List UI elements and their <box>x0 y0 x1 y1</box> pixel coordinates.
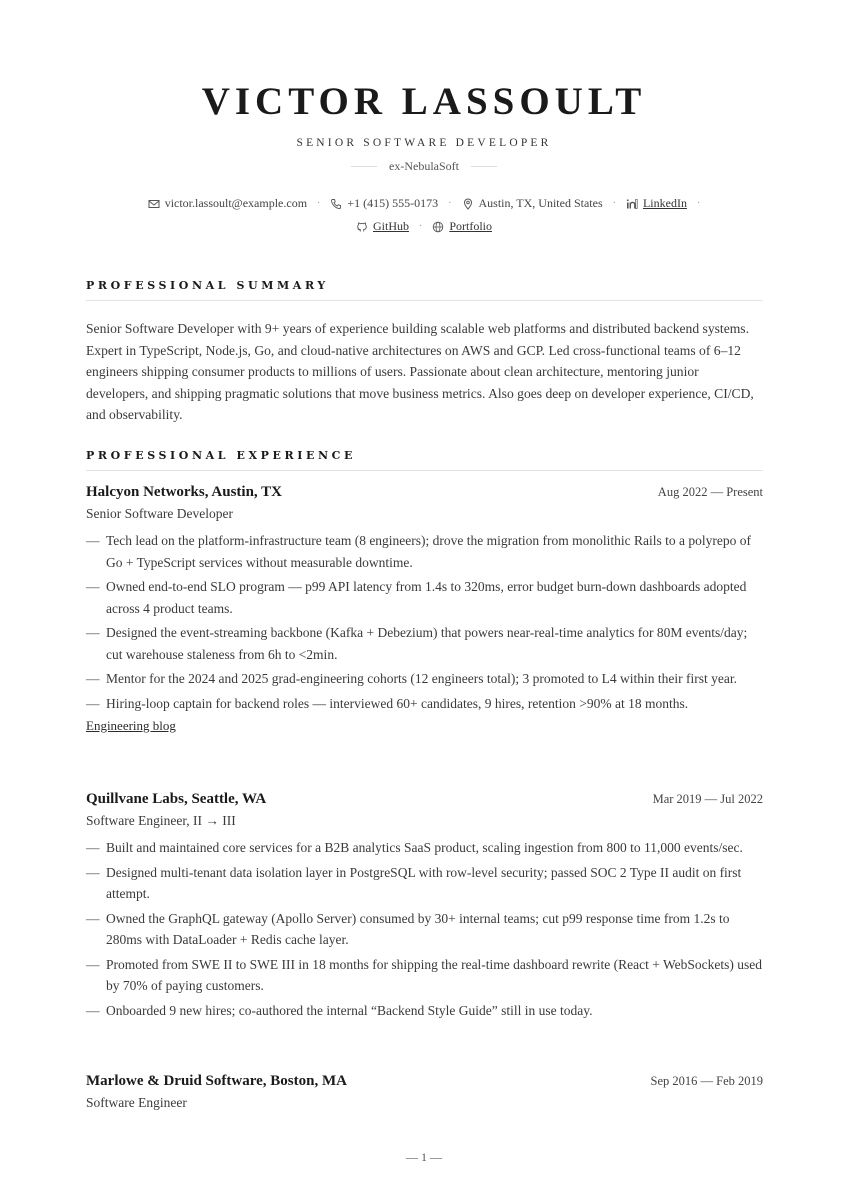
globe-icon <box>432 221 444 233</box>
job-role: Senior Software Developer <box>86 506 233 521</box>
github-link[interactable]: GitHub <box>372 219 409 233</box>
bullet-item: — Promoted from SWE II to SWE III in 18 months for shipping the real-time dashboard rewrite (React + WebSockets) used by 70% of paying customers. <box>86 954 763 997</box>
job-bullets <box>86 837 763 1021</box>
separator: · <box>317 198 321 209</box>
bullet-item: — Tech lead on the platform-infrastructure team (8 engineers); drove the migration from monolithic Rails to a polyrepo of Go + TypeScript services without measurable downtime. <box>86 530 763 573</box>
summary-heading: PROFESSIONAL SUMMARY <box>86 279 763 301</box>
linkedin-icon <box>626 198 638 210</box>
job-entry <box>86 484 763 735</box>
job-entry <box>86 791 763 1024</box>
company-name: Marlowe & Druid Software, Boston, MA <box>86 1073 347 1089</box>
job-dates: Sep 2016 — Feb 2019 <box>650 1074 763 1088</box>
job-dates: Mar 2019 — Jul 2022 <box>652 792 763 806</box>
bullet-item: — Designed the event-streaming backbone (Kafka + Debezium) that powers near-real-time analytics for 80M events/day; cut warehouse staleness from 6h to <2min. <box>86 622 763 665</box>
divider-right <box>471 166 497 167</box>
company-name: Halcyon Networks, Austin, TX <box>86 484 282 500</box>
experience-heading: PROFESSIONAL EXPERIENCE <box>86 449 763 471</box>
summary-text: Senior Software Developer with 9+ years of experience building scalable web platforms and distributed backend systems. Expert in TypeScript, Node.js, Go, and cloud-native architectures on AWS and GCP. Led cross-functional teams of 6–12 engineers shipping consumer products to millions of users. Passionate about clean architecture, mentoring junior developers, and shipping pragmatic solutions that move business metrics. Also goes deep on developer experience, CI/CD, and observability. <box>86 321 754 422</box>
job-bullets <box>86 530 763 714</box>
bullet-item: — Built and maintained core services for a B2B analytics SaaS product, scaling ingestion from 800 to 11,000 events/sec. <box>86 837 763 859</box>
job-header <box>86 484 763 501</box>
linkedin-link[interactable]: LinkedIn <box>642 196 687 210</box>
mail-icon <box>148 198 160 210</box>
github-contact[interactable] <box>356 215 409 238</box>
separator: · <box>448 198 452 209</box>
location-pin-icon <box>462 198 474 210</box>
contact-info <box>84 192 764 238</box>
contact-line-2 <box>84 215 764 238</box>
linkedin-contact[interactable] <box>626 192 687 215</box>
job-header <box>86 791 763 808</box>
job-title: SENIOR SOFTWARE DEVELOPER <box>296 137 552 149</box>
bullet-item: — Hiring-loop captain for backend roles — interviewed 60+ candidates, 9 hires, retention >90% at 18 months. <box>86 693 763 715</box>
separator: · <box>418 221 423 232</box>
separator: · <box>612 198 616 209</box>
location-text: Austin, TX, United States <box>478 196 603 210</box>
experience-section <box>86 449 763 471</box>
resume-header <box>0 0 848 238</box>
job-dates: Aug 2022 — Present <box>657 485 763 499</box>
phone-text: +1 (415) 555-0173 <box>347 196 439 210</box>
github-icon <box>356 221 368 233</box>
contact-line-1 <box>84 192 764 215</box>
previous-company-row <box>0 159 848 174</box>
phone-icon <box>330 198 342 210</box>
job-entry <box>86 1073 763 1111</box>
bullet-item: — Onboarded 9 new hires; co-authored the internal “Backend Style Guide” still in use today. <box>86 1000 763 1022</box>
location-contact <box>462 192 603 215</box>
separator: · <box>696 198 701 209</box>
divider-left <box>351 166 377 167</box>
portfolio-link[interactable]: Portfolio <box>449 219 492 233</box>
engineering-blog-link[interactable]: Engineering blog <box>86 718 176 733</box>
bullet-item: — Owned the GraphQL gateway (Apollo Server) consumed by 30+ internal teams; cut p99 response time from 1.2s to 280ms with DataLoader + Redis cache layer. <box>86 908 763 951</box>
email-contact[interactable] <box>148 192 307 215</box>
email-text: victor.lassoult@example.com <box>164 196 308 210</box>
previous-company: ex-NebulaSoft <box>389 159 459 173</box>
page-number: — 1 — <box>406 1150 442 1164</box>
portfolio-contact[interactable] <box>432 215 492 238</box>
bullet-item: — Designed multi-tenant data isolation layer in PostgreSQL with row-level security; passed SOC 2 Type II audit on first attempt. <box>86 862 763 905</box>
summary-section <box>86 279 763 426</box>
bullet-item: — Owned end-to-end SLO program — p99 API latency from 1.4s to 320ms, error budget burn-down dashboards adopted across 4 product teams. <box>86 576 763 619</box>
phone-contact[interactable] <box>330 192 438 215</box>
bullet-item: — Mentor for the 2024 and 2025 grad-engineering cohorts (12 engineers total); 3 promoted to L4 within their first year. <box>86 668 763 690</box>
job-role: Software Engineer <box>86 1095 187 1110</box>
candidate-name: VICTOR LASSOULT <box>201 80 647 123</box>
company-name: Quillvane Labs, Seattle, WA <box>86 791 267 807</box>
job-role: Software Engineer, II → III <box>86 813 236 828</box>
job-header <box>86 1073 763 1090</box>
